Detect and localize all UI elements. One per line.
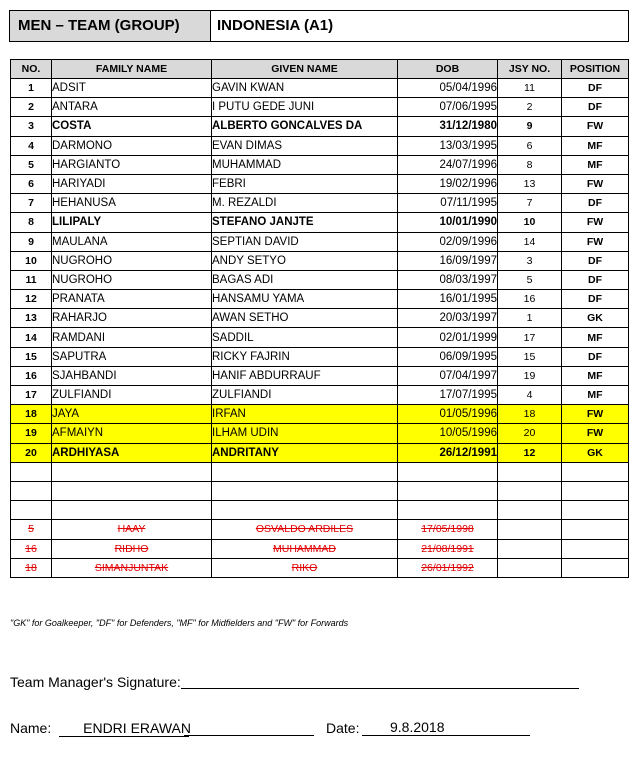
date-of-birth-cell: 13/03/1995 <box>398 136 498 155</box>
family-name-cell: JAYA <box>52 405 212 424</box>
table-row <box>11 405 629 424</box>
given-name-cell: STEFANO JANJTE <box>212 213 398 232</box>
empty-cell <box>52 462 212 481</box>
given-name-cell: RICKY FAJRIN <box>212 347 398 366</box>
given-name-cell: SADDIL <box>212 328 398 347</box>
player-no-cell: 12 <box>11 290 52 309</box>
jersey-no-cell: 17 <box>498 328 562 347</box>
position-cell: DF <box>562 98 629 117</box>
given-name-cell: ZULFIANDI <box>212 386 398 405</box>
struck-position-cell <box>562 558 629 577</box>
family-name-cell: SJAHBANDI <box>52 366 212 385</box>
col-header-dob: DOB <box>398 60 498 79</box>
date-of-birth-cell: 26/12/1991 <box>398 443 498 462</box>
category-label: MEN – TEAM (GROUP) <box>10 11 211 41</box>
given-name-cell: AWAN SETHO <box>212 309 398 328</box>
player-no-cell: 1 <box>11 79 52 98</box>
empty-cell <box>498 481 562 500</box>
col-header-jersey-no: JSY NO. <box>498 60 562 79</box>
date-label: Date: <box>326 720 360 736</box>
jersey-no-cell: 18 <box>498 405 562 424</box>
jersey-no-cell: 1 <box>498 309 562 328</box>
jersey-no-cell: 5 <box>498 270 562 289</box>
date-value: 9.8.2018 <box>390 719 445 735</box>
table-row <box>11 79 629 98</box>
empty-cell <box>562 462 629 481</box>
date-of-birth-cell: 10/01/1990 <box>398 213 498 232</box>
struck-row <box>11 520 629 539</box>
position-cell: MF <box>562 328 629 347</box>
date-of-birth-cell: 07/06/1995 <box>398 98 498 117</box>
position-cell: DF <box>562 251 629 270</box>
position-cell: FW <box>562 232 629 251</box>
date-of-birth-cell: 19/02/1996 <box>398 174 498 193</box>
table-row <box>11 174 629 193</box>
family-name-cell: ANTARA <box>52 98 212 117</box>
player-no-cell: 3 <box>11 117 52 136</box>
table-row <box>11 98 629 117</box>
date-of-birth-cell: 16/09/1997 <box>398 251 498 270</box>
jersey-no-cell: 11 <box>498 79 562 98</box>
position-cell: DF <box>562 290 629 309</box>
family-name-cell: MAULANA <box>52 232 212 251</box>
position-cell: MF <box>562 136 629 155</box>
given-name-cell: ANDRITANY <box>212 443 398 462</box>
given-name-cell: GAVIN KWAN <box>212 79 398 98</box>
struck-row <box>11 539 629 558</box>
player-no-cell: 16 <box>11 366 52 385</box>
family-name-cell: ZULFIANDI <box>52 386 212 405</box>
player-no-cell: 10 <box>11 251 52 270</box>
struck-given-name-cell: OSVALDO ARDILES <box>212 520 398 539</box>
empty-cell <box>11 501 52 520</box>
family-name-cell: LILIPALY <box>52 213 212 232</box>
player-no-cell: 19 <box>11 424 52 443</box>
roster-body <box>11 79 629 578</box>
given-name-cell: M. REZALDI <box>212 194 398 213</box>
col-header-position: POSITION <box>562 60 629 79</box>
position-cell: GK <box>562 309 629 328</box>
struck-player-no-cell: 5 <box>11 520 52 539</box>
position-cell: FW <box>562 405 629 424</box>
table-row <box>11 309 629 328</box>
position-cell: DF <box>562 194 629 213</box>
player-no-cell: 2 <box>11 98 52 117</box>
family-name-cell: HARIYADI <box>52 174 212 193</box>
date-of-birth-cell: 20/03/1997 <box>398 309 498 328</box>
name-label: Name: <box>10 720 52 736</box>
jersey-no-cell: 15 <box>498 347 562 366</box>
team-name: INDONESIA (A1) <box>217 17 334 34</box>
family-name-cell: PRANATA <box>52 290 212 309</box>
manager-footer <box>10 720 360 737</box>
col-header-family-name: FAMILY NAME <box>52 60 212 79</box>
empty-cell <box>212 501 398 520</box>
table-row <box>11 366 629 385</box>
empty-cell <box>398 501 498 520</box>
empty-cell <box>562 481 629 500</box>
table-row <box>11 270 629 289</box>
given-name-cell: ALBERTO GONCALVES DA <box>212 117 398 136</box>
family-name-cell: ADSIT <box>52 79 212 98</box>
given-name-cell: SEPTIAN DAVID <box>212 232 398 251</box>
table-row <box>11 194 629 213</box>
player-no-cell: 6 <box>11 174 52 193</box>
family-name-cell: RAMDANI <box>52 328 212 347</box>
struck-row <box>11 558 629 577</box>
empty-cell <box>212 481 398 500</box>
jersey-no-cell: 8 <box>498 155 562 174</box>
empty-cell <box>11 462 52 481</box>
given-name-cell: HANIF ABDURRAUF <box>212 366 398 385</box>
table-row <box>11 232 629 251</box>
struck-family-name-cell: RIDHO <box>52 539 212 558</box>
date-of-birth-cell: 31/12/1980 <box>398 117 498 136</box>
table-row <box>11 117 629 136</box>
signature-line <box>181 688 579 689</box>
player-no-cell: 20 <box>11 443 52 462</box>
col-header-no: NO. <box>11 60 52 79</box>
struck-date-of-birth-cell: 17/05/1998 <box>398 520 498 539</box>
date-of-birth-cell: 08/03/1997 <box>398 270 498 289</box>
date-of-birth-cell: 02/09/1996 <box>398 232 498 251</box>
given-name-cell: I PUTU GEDE JUNI <box>212 98 398 117</box>
position-cell: DF <box>562 79 629 98</box>
empty-cell <box>398 481 498 500</box>
struck-jersey-no-cell <box>498 558 562 577</box>
family-name-cell: NUGROHO <box>52 251 212 270</box>
jersey-no-cell: 9 <box>498 117 562 136</box>
jersey-no-cell: 7 <box>498 194 562 213</box>
name-field <box>59 721 189 737</box>
table-row <box>11 213 629 232</box>
date-of-birth-cell: 24/07/1996 <box>398 155 498 174</box>
player-no-cell: 15 <box>11 347 52 366</box>
struck-date-of-birth-cell: 21/08/1991 <box>398 539 498 558</box>
player-no-cell: 5 <box>11 155 52 174</box>
player-no-cell: 17 <box>11 386 52 405</box>
table-row <box>11 443 629 462</box>
empty-cell <box>498 462 562 481</box>
empty-row <box>11 501 629 520</box>
jersey-no-cell: 16 <box>498 290 562 309</box>
name-field-trailing-line <box>184 735 314 736</box>
family-name-cell: RAHARJO <box>52 309 212 328</box>
given-name-cell: FEBRI <box>212 174 398 193</box>
date-of-birth-cell: 07/11/1995 <box>398 194 498 213</box>
player-no-cell: 11 <box>11 270 52 289</box>
struck-given-name-cell: RIKO <box>212 558 398 577</box>
struck-family-name-cell: SIMANJUNTAK <box>52 558 212 577</box>
jersey-no-cell: 10 <box>498 213 562 232</box>
col-header-given-name: GIVEN NAME <box>212 60 398 79</box>
player-no-cell: 8 <box>11 213 52 232</box>
player-no-cell: 4 <box>11 136 52 155</box>
table-row <box>11 136 629 155</box>
table-row <box>11 155 629 174</box>
family-name-cell: AFMAIYN <box>52 424 212 443</box>
family-name-cell: HARGIANTO <box>52 155 212 174</box>
empty-row <box>11 462 629 481</box>
table-row <box>11 386 629 405</box>
struck-position-cell <box>562 539 629 558</box>
date-of-birth-cell: 16/01/1995 <box>398 290 498 309</box>
family-name-cell: SAPUTRA <box>52 347 212 366</box>
jersey-no-cell: 12 <box>498 443 562 462</box>
position-cell: MF <box>562 386 629 405</box>
position-cell: MF <box>562 366 629 385</box>
jersey-no-cell: 20 <box>498 424 562 443</box>
struck-player-no-cell: 16 <box>11 539 52 558</box>
family-name-cell: HEHANUSA <box>52 194 212 213</box>
date-of-birth-cell: 01/05/1996 <box>398 405 498 424</box>
player-no-cell: 7 <box>11 194 52 213</box>
family-name-cell: DARMONO <box>52 136 212 155</box>
player-no-cell: 13 <box>11 309 52 328</box>
table-header-row <box>11 60 629 79</box>
given-name-cell: ILHAM UDIN <box>212 424 398 443</box>
position-cell: DF <box>562 347 629 366</box>
jersey-no-cell: 19 <box>498 366 562 385</box>
empty-cell <box>212 462 398 481</box>
position-cell: FW <box>562 213 629 232</box>
position-cell: DF <box>562 270 629 289</box>
date-of-birth-cell: 10/05/1996 <box>398 424 498 443</box>
family-name-cell: NUGROHO <box>52 270 212 289</box>
empty-cell <box>498 501 562 520</box>
form-header <box>9 10 629 42</box>
position-cell: FW <box>562 424 629 443</box>
date-of-birth-cell: 05/04/1996 <box>398 79 498 98</box>
family-name-cell: COSTA <box>52 117 212 136</box>
position-cell: FW <box>562 174 629 193</box>
given-name-cell: ANDY SETYO <box>212 251 398 270</box>
position-cell: MF <box>562 155 629 174</box>
struck-date-of-birth-cell: 26/01/1992 <box>398 558 498 577</box>
struck-player-no-cell: 18 <box>11 558 52 577</box>
date-of-birth-cell: 06/09/1995 <box>398 347 498 366</box>
date-of-birth-cell: 02/01/1999 <box>398 328 498 347</box>
struck-given-name-cell: MUHAMMAD <box>212 539 398 558</box>
date-of-birth-cell: 17/07/1995 <box>398 386 498 405</box>
position-cell: GK <box>562 443 629 462</box>
empty-cell <box>398 462 498 481</box>
player-no-cell: 9 <box>11 232 52 251</box>
struck-jersey-no-cell <box>498 520 562 539</box>
empty-cell <box>52 481 212 500</box>
empty-cell <box>562 501 629 520</box>
signature-label: Team Manager's Signature: <box>10 674 181 690</box>
struck-family-name-cell: HAAY <box>52 520 212 539</box>
given-name-cell: MUHAMMAD <box>212 155 398 174</box>
empty-row <box>11 481 629 500</box>
table-row <box>11 328 629 347</box>
family-name-cell: ARDHIYASA <box>52 443 212 462</box>
jersey-no-cell: 14 <box>498 232 562 251</box>
jersey-no-cell: 4 <box>498 386 562 405</box>
table-row <box>11 347 629 366</box>
given-name-cell: IRFAN <box>212 405 398 424</box>
position-cell: FW <box>562 117 629 136</box>
struck-jersey-no-cell <box>498 539 562 558</box>
date-field <box>362 720 530 736</box>
date-of-birth-cell: 07/04/1997 <box>398 366 498 385</box>
jersey-no-cell: 3 <box>498 251 562 270</box>
player-no-cell: 18 <box>11 405 52 424</box>
table-row <box>11 251 629 270</box>
manager-name: ENDRI ERAWAN <box>83 720 191 736</box>
given-name-cell: EVAN DIMAS <box>212 136 398 155</box>
empty-cell <box>11 481 52 500</box>
given-name-cell: HANSAMU YAMA <box>212 290 398 309</box>
player-no-cell: 14 <box>11 328 52 347</box>
empty-cell <box>52 501 212 520</box>
roster-table <box>10 59 629 578</box>
table-row <box>11 424 629 443</box>
position-legend: "GK" for Goalkeeper, "DF" for Defenders, "MF" for Midfielders and "FW" for Forwards <box>10 618 349 628</box>
jersey-no-cell: 6 <box>498 136 562 155</box>
given-name-cell: BAGAS ADI <box>212 270 398 289</box>
struck-position-cell <box>562 520 629 539</box>
jersey-no-cell: 2 <box>498 98 562 117</box>
jersey-no-cell: 13 <box>498 174 562 193</box>
table-row <box>11 290 629 309</box>
